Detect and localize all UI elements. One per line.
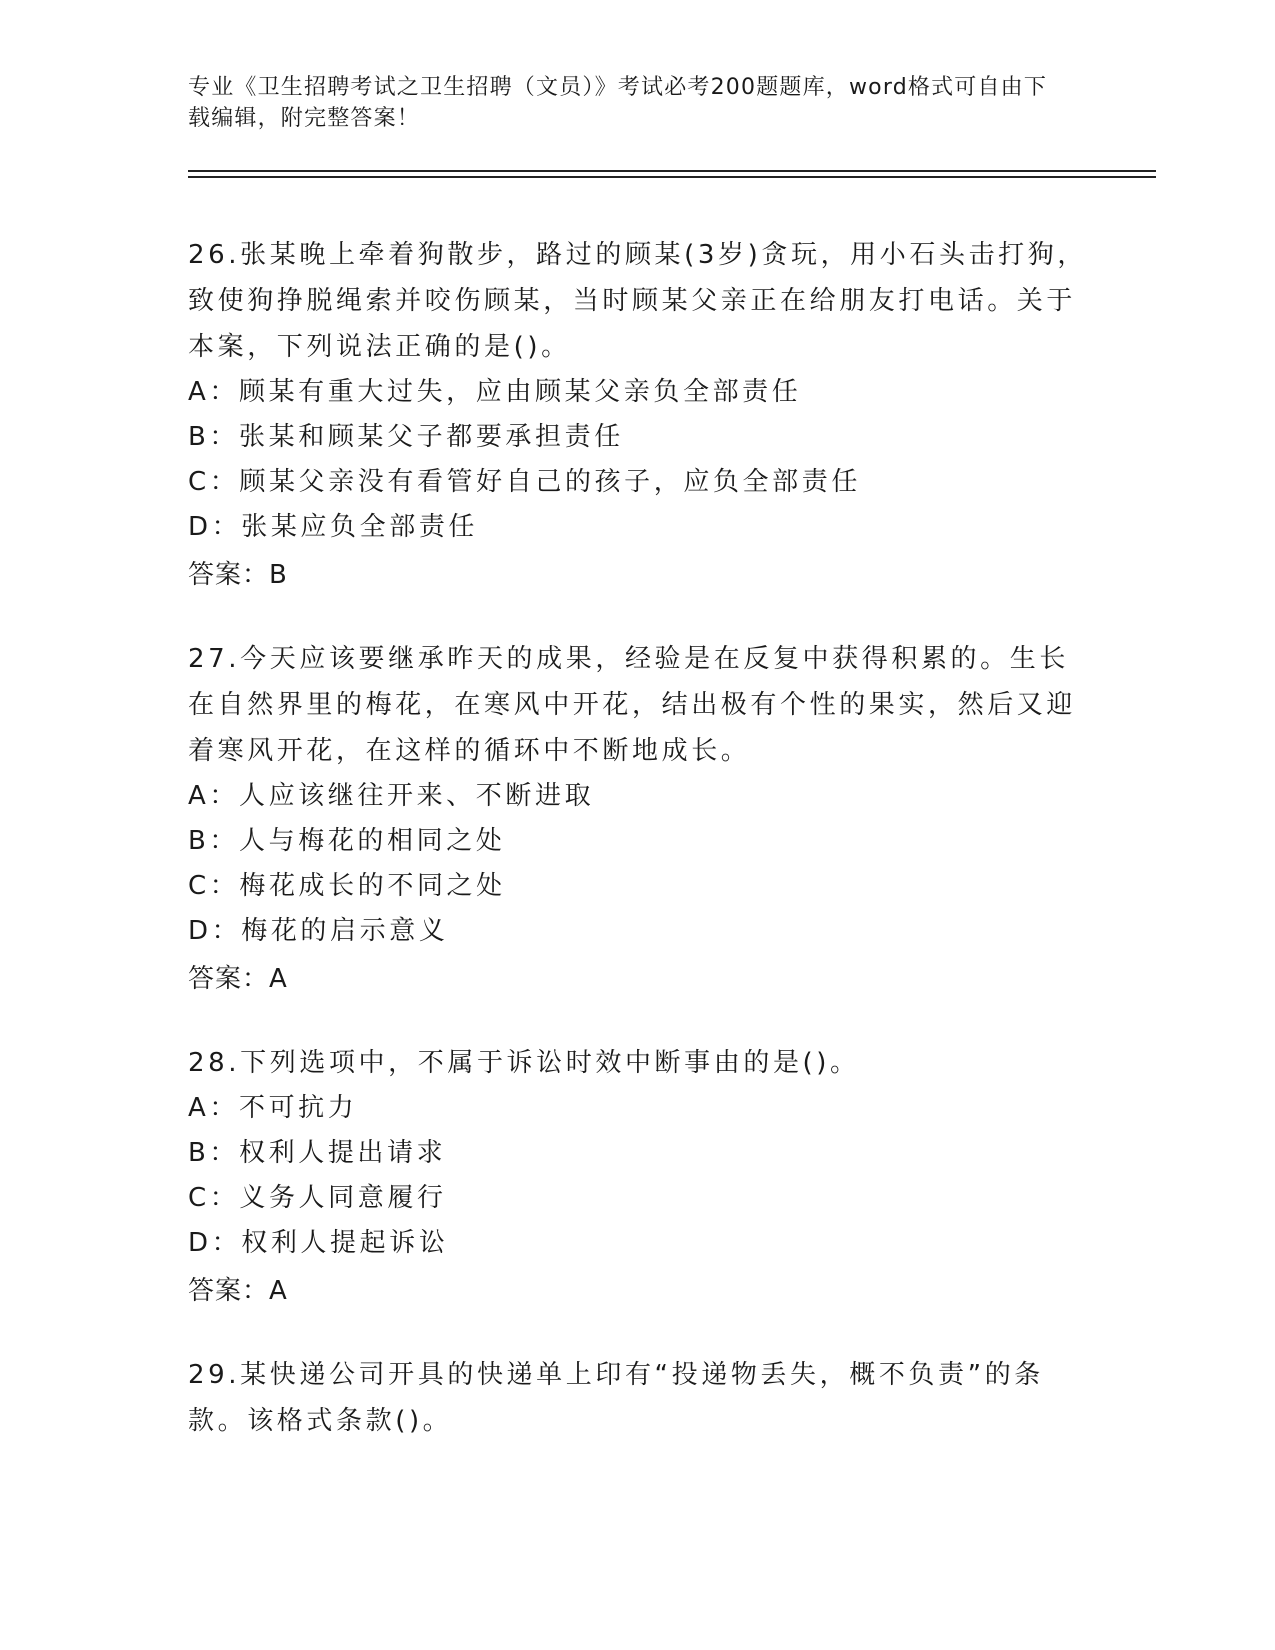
option-c: C：义务人同意履行	[188, 1183, 447, 1213]
option-d: D：梅花的启示意义	[188, 916, 449, 946]
question-28	[188, 1040, 1088, 1314]
document-header	[188, 72, 1068, 134]
question-stem: 26.张某晚上牵着狗散步，路过的顾某(3岁)贪玩，用小石头击打狗，致使狗挣脱绳索并咬伤顾某，当时顾某父亲正在给朋友打电话。关于本案，下列说法正确的是()。	[188, 240, 1087, 362]
question-stem: 28.下列选项中，不属于诉讼时效中断事由的是()。	[188, 1048, 860, 1078]
option-a: A：不可抗力	[188, 1093, 358, 1123]
question-list	[188, 232, 1088, 1482]
answer: 答案：A	[188, 1276, 288, 1306]
option-c: C：顾某父亲没有看管好自己的孩子，应负全部责任	[188, 467, 861, 497]
option-d: D：权利人提起诉讼	[188, 1228, 449, 1258]
option-b: B：人与梅花的相同之处	[188, 826, 506, 856]
header-description: 专业《卫生招聘考试之卫生招聘（文员）》考试必考200题题库，word格式可自由下载编辑，附完整答案！	[188, 75, 1048, 131]
answer: 答案：A	[188, 964, 288, 994]
question-stem: 29.某快递公司开具的快递单上印有“投递物丢失，概不负责”的条款。该格式条款()。	[188, 1360, 1044, 1436]
option-c: C：梅花成长的不同之处	[188, 871, 506, 901]
option-a: A：顾某有重大过失，应由顾某父亲负全部责任	[188, 377, 802, 407]
option-b: B：权利人提出请求	[188, 1138, 447, 1168]
question-29	[188, 1352, 1088, 1444]
question-27	[188, 636, 1088, 1002]
header-divider-bottom	[188, 176, 1156, 178]
option-d: D：张某应负全部责任	[188, 512, 479, 542]
header-divider-top	[188, 170, 1156, 172]
option-a: A：人应该继往开来、不断进取	[188, 781, 595, 811]
question-stem: 27.今天应该要继承昨天的成果，经验是在反复中获得积累的。生长在自然界里的梅花，在寒风中开花，结出极有个性的果实，然后又迎着寒风开花，在这样的循环中不断地成长。	[188, 644, 1077, 766]
option-b: B：张某和顾某父子都要承担责任	[188, 422, 624, 452]
question-26	[188, 232, 1088, 598]
answer: 答案：B	[188, 560, 288, 590]
